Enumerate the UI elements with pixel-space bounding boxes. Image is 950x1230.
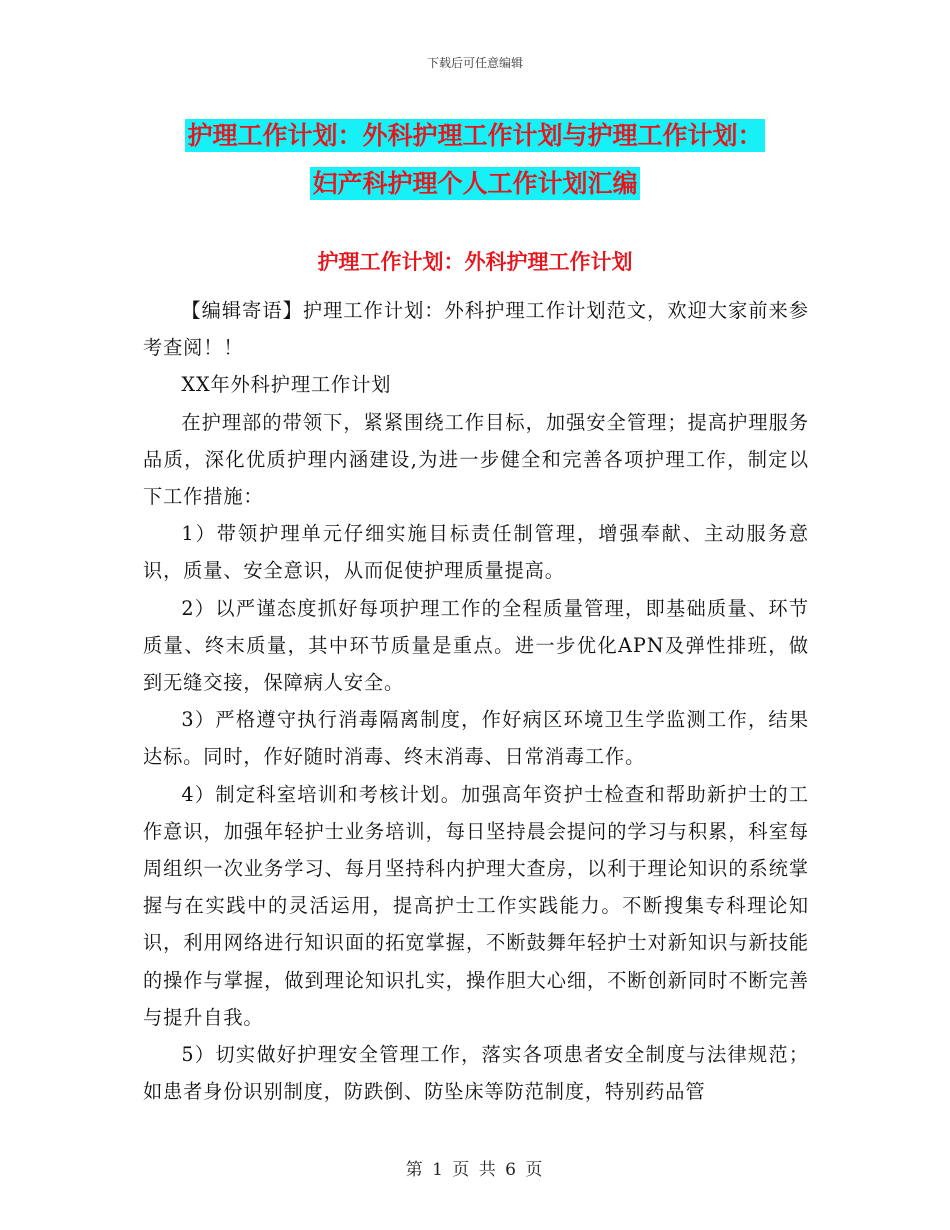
paragraph-editor-note: 【编辑寄语】护理工作计划：外科护理工作计划范文，欢迎大家前来参考查阅！！ [143,299,809,360]
title-line-2: 妇产科护理个人工作计划汇编 [312,169,638,198]
page-number-footer: 第 1 页 共 6 页 [405,1160,545,1180]
paragraph-intro: 在护理部的带领下，紧紧围绕工作目标，加强安全管理；提高护理服务品质，深化优质护理内涵建设,为进一步健全和完善各项护理工作，制定以下工作措施： [143,410,809,509]
header-note: 下载后可任意编辑 [426,56,523,70]
document-title [0,112,950,208]
title-line-1: 护理工作计划：外科护理工作计划与护理工作计划： [187,121,763,150]
paragraph-item-5: 5）切实做好护理安全管理工作，落实各项患者安全制度与法律规范；如患者身份识别制度，防跌倒、防坠床等防范制度，特别药品管 [143,1043,809,1104]
section-title: 护理工作计划：外科护理工作计划 [317,250,633,274]
paragraph-item-2: 2）以严谨态度抓好每项护理工作的全程质量管理，即基础质量、环节质量、终末质量，其中环节质量是重点。进一步优化APN及弹性排班，做到无缝交接，保障病人安全。 [143,596,809,695]
paragraph-item-4: 4）制定科室培训和考核计划。加强高年资护士检查和帮助新护士的工作意识，加强年轻护士业务培训，每日坚持晨会提问的学习与积累，科室每周组织一次业务学习、每月坚持科内护理大查房，以利于理论知识的系统掌握与在实践中的灵活运用，提高护士工作实践能力。不断搜集专科理论知识，利用网络进行知识面的拓宽掌握，不断鼓舞年轻护士对新知识与新技能的操作与掌握，做到理论知识扎实，操作胆大心细，不断创新同时不断完善与提升自我。 [143,782,809,1029]
paragraph-item-3: 3）严格遵守执行消毒隔离制度，作好病区环境卫生学监测工作，结果达标。同时，作好随时消毒、终末消毒、日常消毒工作。 [143,708,809,769]
body-text [143,292,809,1110]
paragraph-item-1: 1）带领护理单元仔细实施目标责任制管理，增强奉献、主动服务意识，质量、安全意识，从而促使护理质量提高。 [143,522,809,583]
paragraph-subtitle: XX年外科护理工作计划 [181,373,392,397]
